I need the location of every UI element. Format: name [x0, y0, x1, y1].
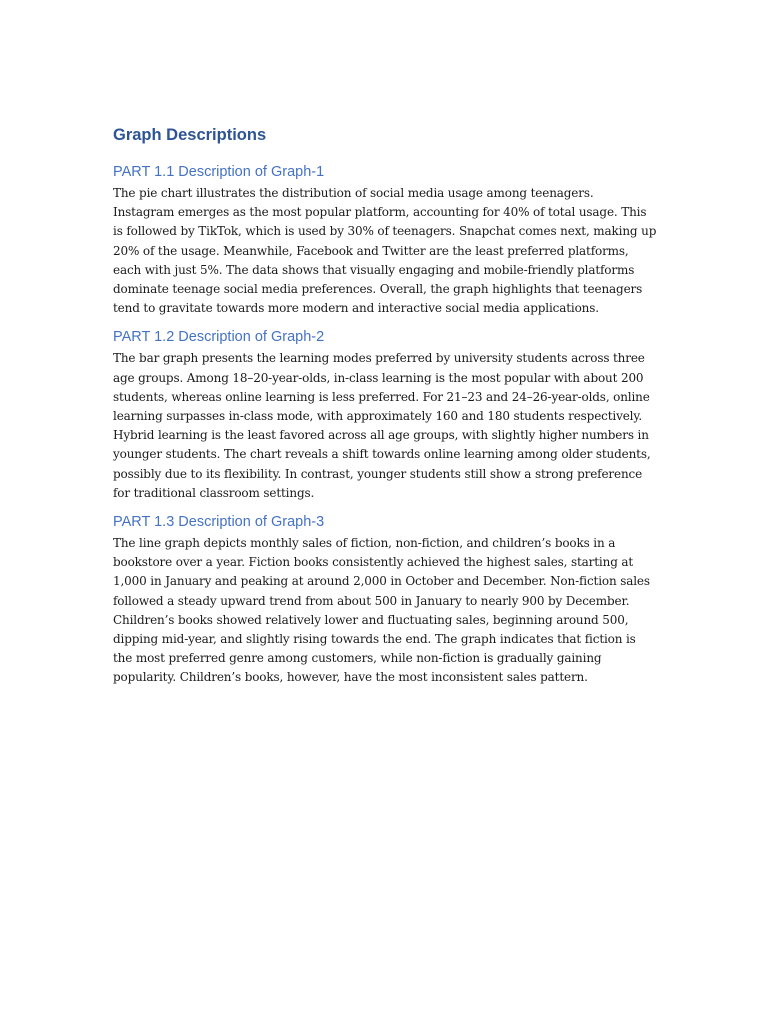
- section-heading: PART 1.3 Description of Graph-3: [113, 514, 325, 531]
- section-heading: PART 1.2 Description of Graph-2: [113, 329, 325, 346]
- document-title: Graph Descriptions: [113, 126, 267, 144]
- section-graph-2: [113, 327, 658, 503]
- section-paragraph: The pie chart illustrates the distribution of social media usage among teenagers. Instagram emerges as the most popular platform, accounting for 40% of total usage. This is followed by TikTok, which is used by 30% of teenagers. Snapchat comes next, making up 20% of the usage. Meanwhile, Facebook and Twitter are the least preferred platforms, each with just 5%. The data shows that visually engaging and mobile-friendly platforms dominate teenage social media preferences. Overall, the graph highlights that teenagers tend to gravitate towards more modern and interactive social media applications.: [113, 186, 657, 316]
- section-paragraph: The line graph depicts monthly sales of fiction, non-fiction, and children’s books in a bookstore over a year. Fiction books consistently achieved the highest sales, starting at 1,000 in January and peaking at around 2,000 in October and December. Non-fiction sales followed a steady upward trend from about 500 in January to nearly 900 by December. Children’s books showed relatively lower and fluctuating sales, beginning around 500, dipping mid-year, and slightly rising towards the end. The graph indicates that fiction is the most preferred genre among customers, while non-fiction is gradually gaining popularity. Children’s books, however, have the most inconsistent sales pattern.: [113, 536, 650, 685]
- section-graph-1: [113, 162, 658, 318]
- section-paragraph: The bar graph presents the learning modes preferred by university students across three age groups. Among 18–20-year-olds, in-class learning is the most popular with about 200 students, whereas online learning is less preferred. For 21–23 and 24–26-year-olds, online learning surpasses in-class mode, with approximately 160 and 180 students respectively. Hybrid learning is the least favored across all age groups, with slightly higher numbers in younger students. The chart reveals a shift towards online learning among older students, possibly due to its flexibility. In contrast, younger students still show a strong preference for traditional classroom settings.: [113, 351, 651, 500]
- section-graph-3: [113, 512, 658, 688]
- document-content: [113, 124, 658, 697]
- section-heading: PART 1.1 Description of Graph-1: [113, 164, 325, 180]
